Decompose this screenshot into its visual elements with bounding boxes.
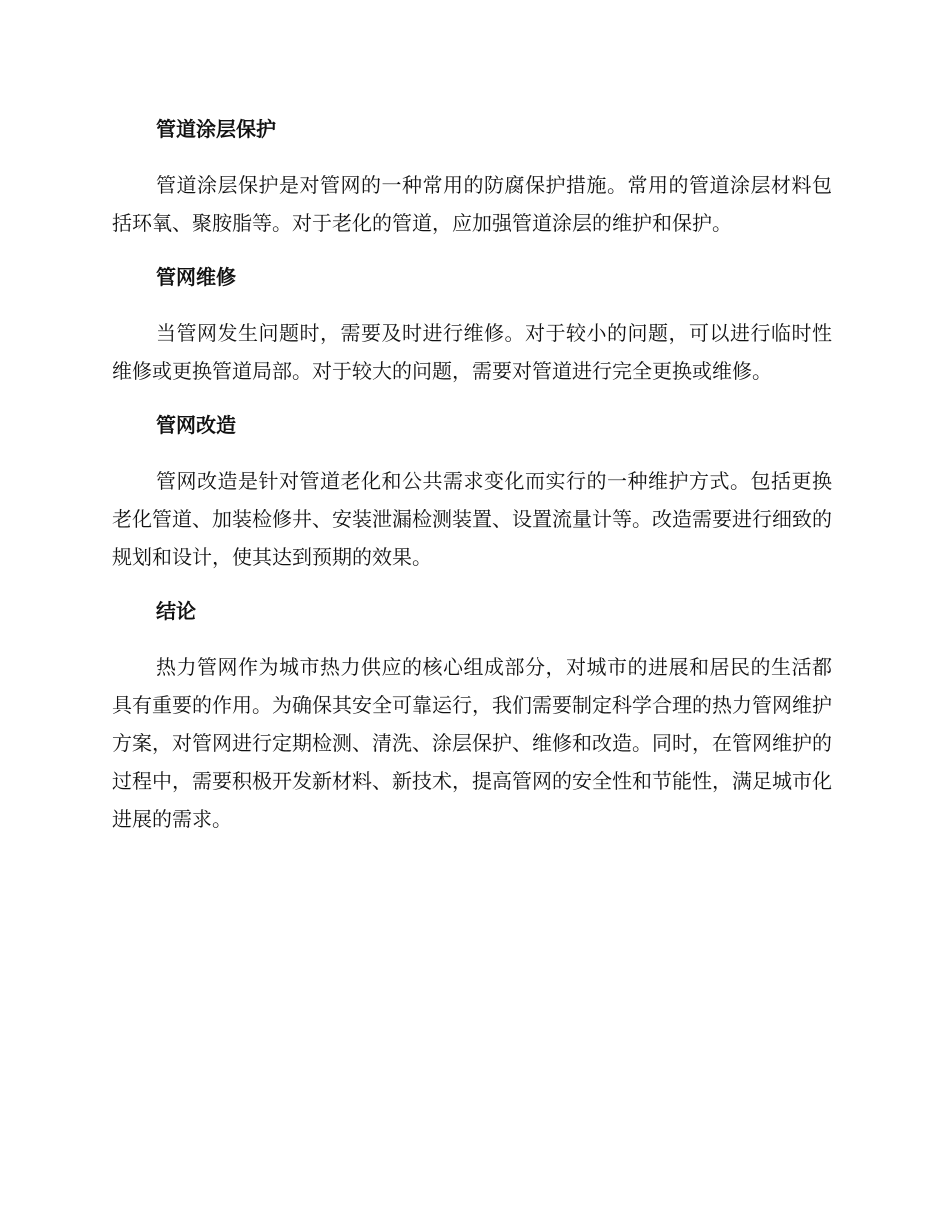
section-heading-coating: 管道涂层保护 — [156, 117, 276, 141]
section-heading-conclusion: 结论 — [156, 599, 196, 623]
document-body — [112, 110, 832, 838]
section-paragraph-repair: 当管网发生问题时，需要及时进行维修。对于较小的问题，可以进行临时性维修或更换管道局部。对于较大的问题，需要对管道进行完全更换或维修。 — [112, 321, 832, 383]
section-paragraph-coating: 管道涂层保护是对管网的一种常用的防腐保护措施。常用的管道涂层材料包括环氧、聚胺脂等。对于老化的管道，应加强管道涂层的维护和保护。 — [112, 173, 832, 235]
section-heading-renovation: 管网改造 — [156, 413, 236, 437]
section-heading-repair: 管网维修 — [156, 265, 236, 289]
section-paragraph-renovation: 管网改造是针对管道老化和公共需求变化而实行的一种维护方式。包括更换老化管道、加装检修井、安装泄漏检测装置、设置流量计等。改造需要进行细致的规划和设计，使其达到预期的效果。 — [112, 469, 832, 569]
section-paragraph-conclusion: 热力管网作为城市热力供应的核心组成部分，对城市的进展和居民的生活都具有重要的作用。为确保其安全可靠运行，我们需要制定科学合理的热力管网维护方案，对管网进行定期检测、清洗、涂层保护、维修和改造。同时，在管网维护的过程中，需要积极开发新材料、新技术，提高管网的安全性和节能性，满足城市化进展的需求。 — [112, 655, 832, 831]
